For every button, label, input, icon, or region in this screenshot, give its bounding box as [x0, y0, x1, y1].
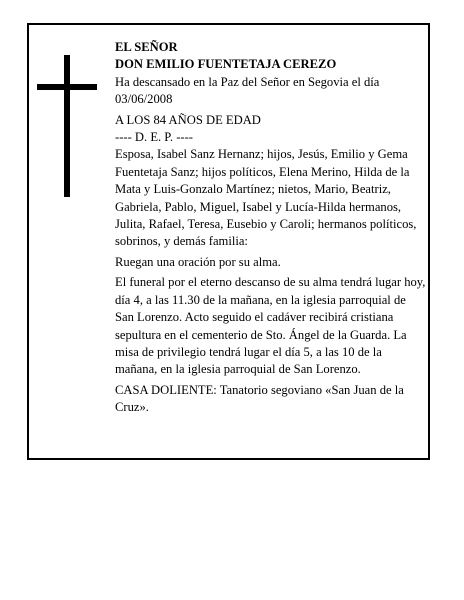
age-line: A LOS 84 AÑOS DE EDAD	[115, 112, 261, 127]
obituary-text	[115, 39, 427, 417]
cross-vertical-bar	[64, 55, 70, 197]
cross-horizontal-bar	[37, 84, 97, 90]
prayer-line: Ruegan una oración por su alma.	[115, 254, 281, 269]
cross-icon	[37, 55, 97, 197]
mourning-house: CASA DOLIENTE: Tanatorio segoviano «San Juan de la Cruz».	[115, 382, 404, 415]
death-info: Ha descansado en la Paz del Señor en Segovia el día 03/06/2008	[115, 74, 380, 107]
rip-line: ---- D. E. P. ----	[115, 130, 193, 145]
title-line: EL SEÑOR	[115, 40, 178, 54]
funeral-paragraph: El funeral por el eterno descanso de su alma tendrá lugar hoy, día 4, a las 11.30 de la mañana, en la iglesia parroquial de San Lorenzo. Acto seguido el cadáver recibirá cristiana sepultura en el cementerio de Sto. Ángel de la Guarda. La misa de privilegio tendrá lugar el día 5, a las 10 de la mañana, en la iglesia parroquial de San Lorenzo.	[115, 275, 426, 377]
family-paragraph: Esposa, Isabel Sanz Hernanz; hijos, Jesús, Emilio y Gema Fuentetaja Sanz; hijos políticos, Elena Merino, Hilda de la Mata y Luis-Gonzalo Martínez; nietos, Mario, Beatriz, Gabriela, Pablo, Miguel, Isabel y Lucía-Hilda hermanos, Julita, Rafael, Teresa, Eusebio y Caroli; hermanos políticos, sobrinos, y demás familia:	[115, 147, 417, 249]
deceased-name: DON EMILIO FUENTETAJA CEREZO	[115, 57, 337, 72]
obituary-notice	[27, 23, 430, 460]
